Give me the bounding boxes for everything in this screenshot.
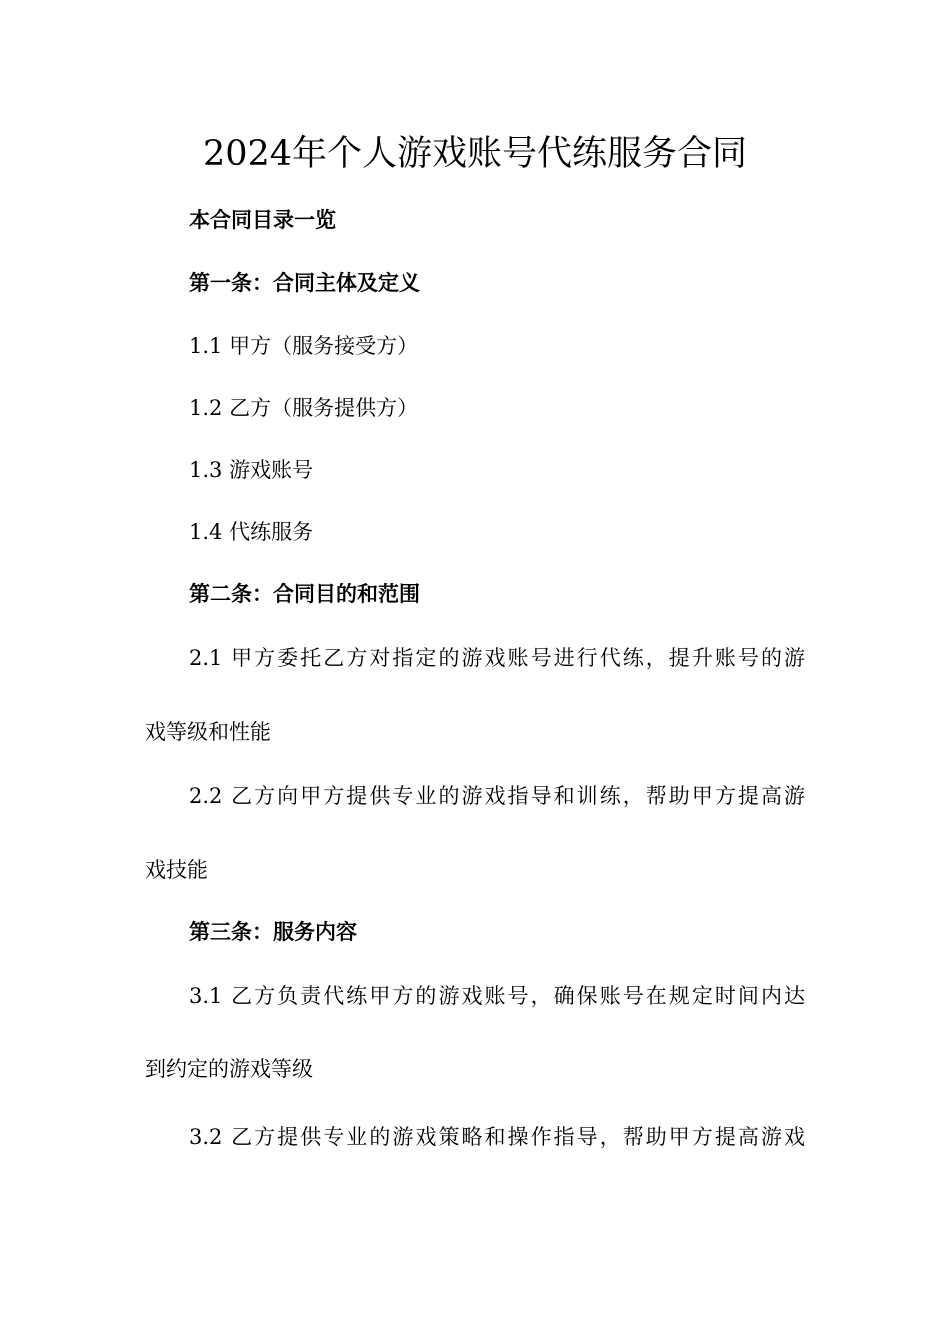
clause-1-4: 1.4 代练服务 bbox=[189, 520, 314, 544]
document-title: 2024年个人游戏账号代练服务合同 bbox=[202, 134, 748, 174]
clause-1-3: 1.3 游戏账号 bbox=[189, 458, 314, 482]
section-3-heading: 第三条：服务内容 bbox=[189, 920, 357, 944]
clause-2-1-line-2: 戏等级和性能 bbox=[145, 720, 271, 744]
clause-3-1-line-1: 3.1 乙方负责代练甲方的游戏账号，确保账号在规定时间内达 bbox=[189, 984, 805, 1008]
toc-heading: 本合同目录一览 bbox=[189, 208, 336, 232]
clause-2-1-line-1: 2.1 甲方委托乙方对指定的游戏账号进行代练，提升账号的游 bbox=[189, 646, 805, 670]
clause-1-1: 1.1 甲方（服务接受方） bbox=[189, 334, 419, 358]
section-2-heading: 第二条：合同目的和范围 bbox=[189, 582, 420, 606]
clause-1-2: 1.2 乙方（服务提供方） bbox=[189, 396, 419, 420]
clause-2-2-line-1: 2.2 乙方向甲方提供专业的游戏指导和训练，帮助甲方提高游 bbox=[189, 784, 805, 808]
clause-3-2-line-1: 3.2 乙方提供专业的游戏策略和操作指导，帮助甲方提高游戏 bbox=[189, 1125, 805, 1149]
clause-3-1-line-2: 到约定的游戏等级 bbox=[145, 1057, 313, 1081]
clause-2-2-line-2: 戏技能 bbox=[145, 858, 208, 882]
section-1-heading: 第一条：合同主体及定义 bbox=[189, 271, 420, 295]
